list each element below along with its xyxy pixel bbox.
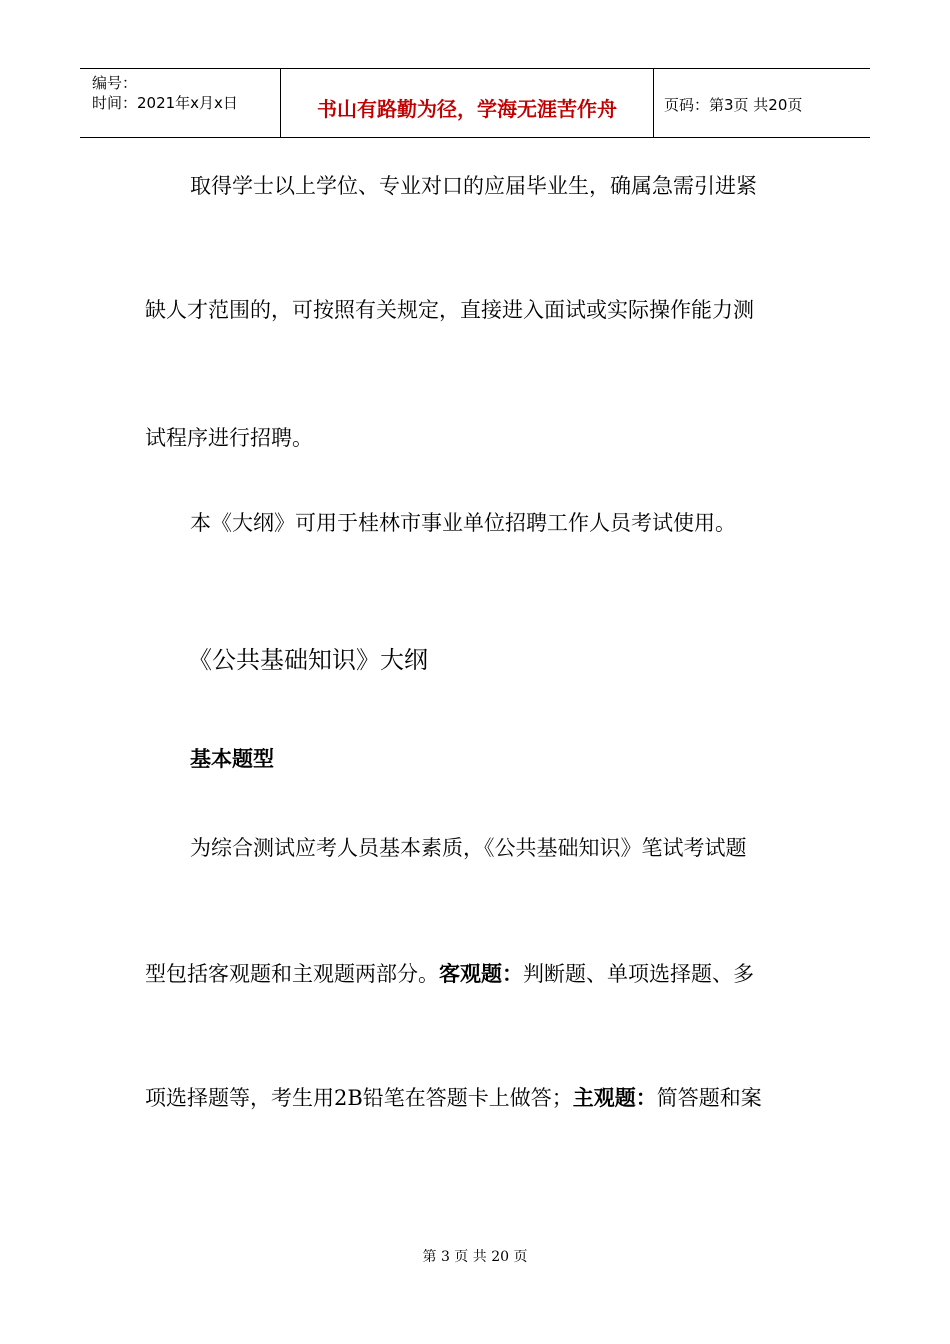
document-header bbox=[80, 68, 870, 138]
subjective-label: 主观题： bbox=[572, 1086, 657, 1110]
p3-line2-text-a: 型包括客观题和主观题两部分。 bbox=[145, 962, 439, 986]
paragraph-3-line-1: 为综合测试应考人员基本素质，《公共基础知识》笔试考试题 bbox=[190, 836, 747, 860]
paragraph-1-line-1: 取得学士以上学位、专业对口的应届毕业生，确属急需引进紧 bbox=[190, 174, 757, 198]
paragraph-3-line-2 bbox=[145, 960, 754, 988]
header-motto-cell bbox=[281, 69, 654, 137]
header-motto: 书山有路勤为径，学海无涯苦作舟 bbox=[317, 97, 617, 121]
subsection-title: 基本题型 bbox=[190, 747, 274, 771]
page-footer: 第 3 页 共 20 页 bbox=[422, 1249, 528, 1265]
p3-line2-text-b: 判断题、单项选择题、多 bbox=[523, 962, 754, 986]
header-time-label: 时间：2021年x月x日 bbox=[92, 94, 238, 112]
section-title: 《公共基础知识》大纲 bbox=[188, 646, 428, 674]
p3-line3-text-a: 项选择题等，考生用2B铅笔在答题卡上做答； bbox=[145, 1086, 573, 1110]
objective-label: 客观题： bbox=[439, 962, 523, 986]
paragraph-3-line-3 bbox=[145, 1084, 762, 1112]
p3-line3-text-b: 简答题和案 bbox=[656, 1086, 762, 1110]
header-number-label: 编号： bbox=[92, 74, 138, 92]
header-page-info: 页码：第3页 共20页 bbox=[664, 96, 803, 114]
header-meta-cell bbox=[80, 69, 281, 137]
paragraph-1-line-3: 试程序进行招聘。 bbox=[145, 426, 313, 450]
header-page-cell bbox=[654, 69, 870, 137]
paragraph-2: 本《大纲》可用于桂林市事业单位招聘工作人员考试使用。 bbox=[190, 511, 736, 535]
paragraph-1-line-2: 缺人才范围的，可按照有关规定，直接进入面试或实际操作能力测 bbox=[145, 298, 754, 322]
